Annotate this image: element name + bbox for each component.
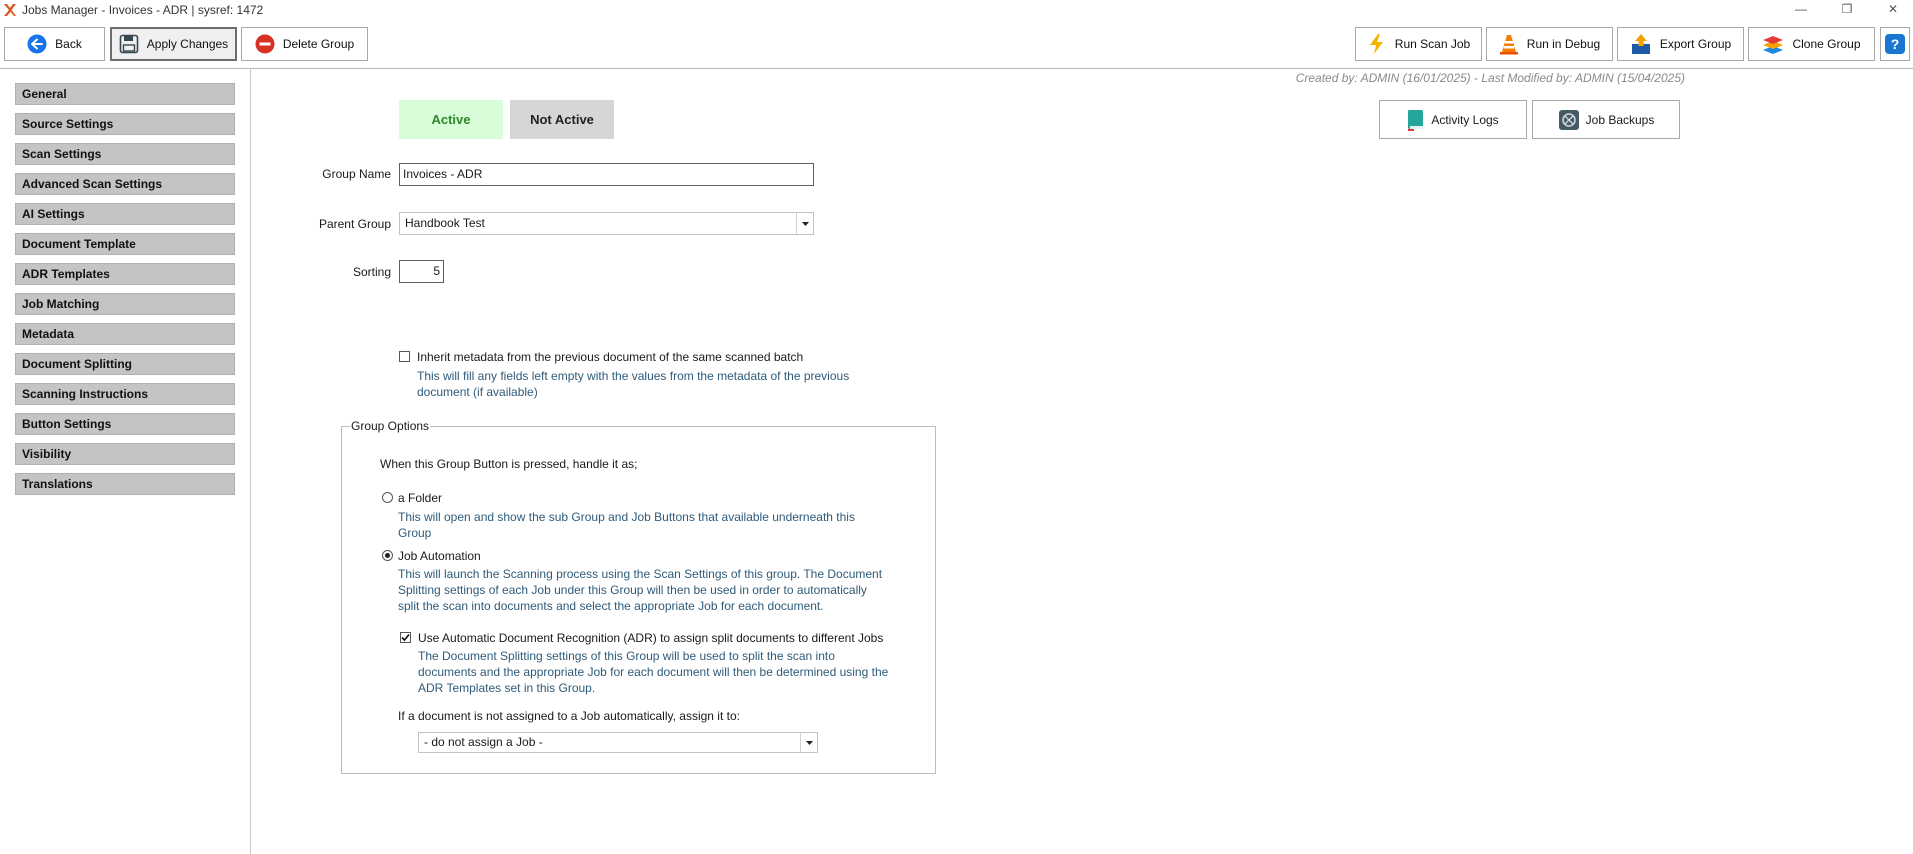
apply-changes-button[interactable] [110, 27, 237, 61]
created-modified-info: Created by: ADMIN (16/01/2025) - Last Modified by: ADMIN (15/04/2025) [1295, 71, 1685, 85]
sidebar-item-general[interactable]: General [15, 83, 235, 105]
run-in-debug-button[interactable] [1486, 27, 1613, 61]
toolbar [0, 20, 1913, 69]
layers-icon [1762, 33, 1784, 55]
fallback-job-label: If a document is not assigned to a Job automatically, assign it to: [398, 709, 740, 723]
adr-label: Use Automatic Document Recognition (ADR) to assign split documents to different Jobs [418, 631, 884, 645]
clone-group-label: Clone Group [1792, 37, 1861, 51]
sidebar-item-translations[interactable]: Translations [15, 473, 235, 495]
apply-changes-label: Apply Changes [146, 37, 229, 51]
folder-radio[interactable] [382, 492, 393, 503]
folder-label: a Folder [398, 491, 443, 505]
checkmark-icon [401, 633, 410, 642]
back-label: Back [55, 37, 82, 51]
run-in-debug-label: Run in Debug [1526, 37, 1601, 51]
traffic-cone-icon [1499, 33, 1519, 55]
inherit-metadata-desc-2: document (if available) [417, 385, 538, 399]
parent-group-value: Handbook Test [405, 216, 485, 230]
export-box-icon [1630, 33, 1652, 55]
close-icon[interactable]: ✕ [1887, 2, 1899, 16]
group-options-box [341, 419, 936, 774]
inherit-metadata-label: Inherit metadata from the previous document of the same scanned batch [417, 350, 804, 364]
sidebar-item-ai-settings[interactable]: AI Settings [15, 203, 235, 225]
not-active-toggle[interactable]: Not Active [510, 100, 614, 139]
window-title: Jobs Manager - Invoices - ADR | sysref: 1472 [22, 3, 264, 17]
group-options-prompt: When this Group Button is pressed, handle it as; [380, 457, 638, 471]
job-automation-desc-1: This will launch the Scanning process using the Scan Settings of this group. The Document [398, 567, 883, 581]
sidebar-item-job-matching[interactable]: Job Matching [15, 293, 235, 315]
inherit-metadata-desc-1: This will fill any fields left empty with the values from the metadata of the previous [417, 369, 850, 383]
adr-desc-2: documents and the appropriate Job for each document will then be determined using the [418, 665, 889, 679]
minimize-icon[interactable]: — [1795, 2, 1807, 16]
sidebar-item-visibility[interactable]: Visibility [15, 443, 235, 465]
group-name-label: Group Name [322, 167, 391, 181]
delete-group-button[interactable] [241, 27, 368, 61]
run-scan-job-button[interactable] [1355, 27, 1482, 61]
help-icon [1885, 34, 1905, 54]
sorting-input[interactable]: 5 [399, 260, 444, 283]
fallback-job-value: - do not assign a Job - [424, 735, 543, 749]
job-automation-label: Job Automation [398, 549, 481, 563]
group-name-input[interactable]: Invoices - ADR [399, 163, 814, 186]
help-button[interactable] [1880, 27, 1910, 61]
adr-desc-3: ADR Templates set in this Group. [418, 681, 596, 695]
job-backups-button[interactable] [1532, 100, 1680, 139]
folder-desc-1: This will open and show the sub Group and Job Buttons that available underneath this [398, 510, 855, 524]
back-arrow-icon [27, 34, 47, 54]
book-icon [1407, 109, 1425, 131]
help-glyph: ? [1890, 36, 1900, 52]
activity-logs-label: Activity Logs [1431, 112, 1499, 127]
active-toggle[interactable]: Active [399, 100, 503, 139]
safe-icon [1558, 109, 1580, 131]
lightning-icon [1367, 33, 1387, 55]
job-automation-desc-2: Splitting settings of each Job under this Group will then be used in order to automatically [398, 583, 867, 597]
adr-desc-1: The Document Splitting settings of this Group will be used to split the scan into [418, 649, 835, 663]
activity-logs-button[interactable] [1379, 100, 1527, 139]
back-button[interactable] [4, 27, 105, 61]
job-automation-radio[interactable] [382, 550, 393, 561]
run-scan-job-label: Run Scan Job [1394, 37, 1471, 51]
delete-icon [255, 34, 275, 54]
sidebar-item-document-template[interactable]: Document Template [15, 233, 235, 255]
parent-group-select[interactable] [399, 212, 814, 235]
app-logo-icon [3, 3, 17, 20]
sorting-label: Sorting [352, 265, 391, 279]
job-backups-label: Job Backups [1585, 112, 1655, 127]
chevron-down-icon[interactable] [796, 213, 813, 234]
save-icon [119, 34, 139, 54]
group-options-legend: Group Options [351, 419, 430, 433]
sidebar-item-scanning-instructions[interactable]: Scanning Instructions [15, 383, 235, 405]
adr-checkbox[interactable] [400, 632, 411, 643]
fallback-job-select[interactable] [418, 732, 818, 753]
sidebar-item-button-settings[interactable]: Button Settings [15, 413, 235, 435]
chevron-down-icon[interactable] [800, 733, 817, 752]
parent-group-label: Parent Group [318, 217, 391, 231]
sidebar-item-scan-settings[interactable]: Scan Settings [15, 143, 235, 165]
inherit-metadata-checkbox[interactable] [399, 351, 410, 362]
sidebar [0, 69, 251, 854]
clone-group-button[interactable] [1748, 27, 1875, 61]
main-panel [251, 69, 1913, 854]
job-automation-desc-3: split the scan into documents and select the appropriate Job for each document. [398, 599, 824, 613]
restore-icon[interactable]: ❐ [1841, 2, 1853, 16]
sidebar-item-advanced-scan-settings[interactable]: Advanced Scan Settings [15, 173, 235, 195]
sidebar-item-adr-templates[interactable]: ADR Templates [15, 263, 235, 285]
folder-desc-2: Group [398, 526, 432, 540]
sidebar-item-metadata[interactable]: Metadata [15, 323, 235, 345]
sidebar-item-source-settings[interactable]: Source Settings [15, 113, 235, 135]
sidebar-item-document-splitting[interactable]: Document Splitting [15, 353, 235, 375]
delete-group-label: Delete Group [282, 37, 355, 51]
export-group-label: Export Group [1659, 37, 1732, 51]
title-bar [0, 0, 1913, 20]
export-group-button[interactable] [1617, 27, 1744, 61]
